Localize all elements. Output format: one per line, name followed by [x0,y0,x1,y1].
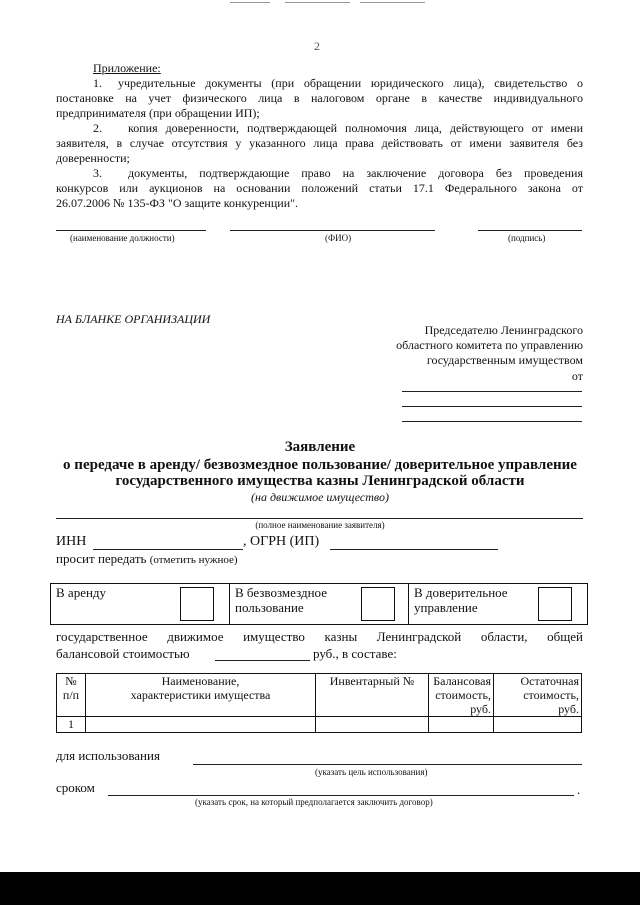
header-text: стоимость, [435,688,491,702]
appendix-item-text: предпринимателя (при обращении ИП); [56,106,260,120]
document-subtitle: (на движимое имущество) [251,490,389,504]
header-cell [494,674,582,717]
appendix-item-text: копия доверенности, подтверждающей полномочия лица, действующего от имени [128,121,583,135]
document-subject: о передаче в аренду/ безвозмездное пользование/ доверительное управление [63,457,577,473]
fio-label: (ФИО) [325,233,352,243]
appendix-item-number: 2. [93,121,102,135]
appendix-item-text: документы, подтверждающие право на заключение договора без проведения [128,166,583,180]
appendix-heading: Приложение: [93,61,161,75]
appendix-item-text: конкурсов или аукционов на основании положений статьи 17.1 Федерального закона от [56,181,583,195]
usage-label: для использования [56,748,160,763]
term-label: сроком [56,780,95,795]
option-free-use-checkbox[interactable] [361,587,395,621]
document-title: Заявление [284,439,356,455]
property-table [56,673,582,733]
position-label: (наименование должности) [70,233,175,243]
header-cell [429,674,494,717]
applicant-name-label: (полное наименование заявителя) [255,520,385,530]
appendix-item-number: 3. [93,166,102,180]
appendix-item-number: 1. [93,76,102,90]
appendix-item-text: постановке на учет физического лица в налоговом органе в качестве индивидуального [56,91,583,105]
inn-label: ИНН [56,534,87,549]
option-trust-line: В доверительное [414,585,508,600]
table-cell: 1 [57,717,86,733]
property-text: балансовой стоимостью [56,646,190,661]
ogrn-field[interactable] [330,549,498,550]
document-subject: государственного имущества казны Ленинградской области [115,473,525,489]
addressee-line: государственным имуществом [426,353,583,367]
property-text: руб., в составе: [313,646,397,661]
position-line [56,230,206,231]
option-trust-label [414,585,508,615]
table-row [57,717,582,733]
from-line [402,421,582,422]
header-text: № [65,674,77,688]
header-cell [57,674,86,717]
header-text: характеристики имущества [130,688,271,702]
inn-field[interactable] [93,549,243,550]
option-trust-checkbox[interactable] [538,587,572,621]
header-text: руб. [558,702,579,716]
options-divider [408,583,409,625]
table-cell[interactable] [86,717,316,733]
appendix-item-text: учредительные документы (при обращении юридического лица), свидетельство о [118,76,583,90]
scan-mark [230,2,270,3]
scan-border [0,872,640,905]
term-hint: (указать срок, на который предполагается заключить договор) [195,797,433,807]
header-text: Инвентарный № [329,674,415,688]
fio-line [230,230,435,231]
header-cell [316,674,429,717]
header-cell [86,674,316,717]
from-line [402,391,582,392]
table-cell[interactable] [316,717,429,733]
appendix-item-text: заявителя, в случае отсутствия у указанного лица права действовать от имени заявителя без [56,136,583,150]
property-text: государственное движимое имущество казны Ленинградской области, общей [56,629,583,644]
table-cell[interactable] [429,717,494,733]
option-trust-line: управление [414,600,478,615]
appendix-item-text: 26.07.2006 № 135-ФЗ "О защите конкуренции". [56,196,299,210]
header-text: п/п [62,688,80,702]
header-text: Наименование, [161,674,240,688]
header-text: Остаточная [520,674,579,688]
request-text [56,551,238,568]
addressee-line: Председателю Ленинградского [424,323,583,337]
option-free-use-label [235,585,327,615]
applicant-name-line [56,518,583,519]
term-end: . [577,782,581,797]
table-header-row [57,674,582,717]
scan-mark [360,2,425,3]
signature-line [478,230,582,231]
appendix-item-text: доверенности; [56,151,130,165]
options-divider [229,583,230,625]
ogrn-label: , ОГРН (ИП) [243,534,320,549]
header-text: руб. [470,702,491,716]
addressee-line: областного комитета по управлению [396,338,583,352]
usage-hint: (указать цель использования) [315,767,428,777]
letterhead-placeholder: НА БЛАНКЕ ОРГАНИЗАЦИИ [56,312,211,326]
signature-label: (подпись) [508,233,546,243]
term-field[interactable] [108,795,574,796]
option-lease-checkbox[interactable] [180,587,214,621]
balance-value-field[interactable] [215,660,310,661]
request-note: (отметить нужное) [149,554,238,566]
option-free-use-line: В безвозмездное [235,585,327,600]
header-text: стоимость, [523,688,579,702]
usage-field[interactable] [193,764,582,765]
page-number: 2 [314,39,320,53]
option-lease-label: В аренду [56,585,107,600]
from-line [402,406,582,407]
request-label: просит передать [56,551,147,566]
table-cell[interactable] [494,717,582,733]
scan-mark [285,2,350,3]
header-text: Балансовая [433,674,491,688]
addressee-from: от [571,369,583,383]
option-free-use-line: пользование [235,600,304,615]
